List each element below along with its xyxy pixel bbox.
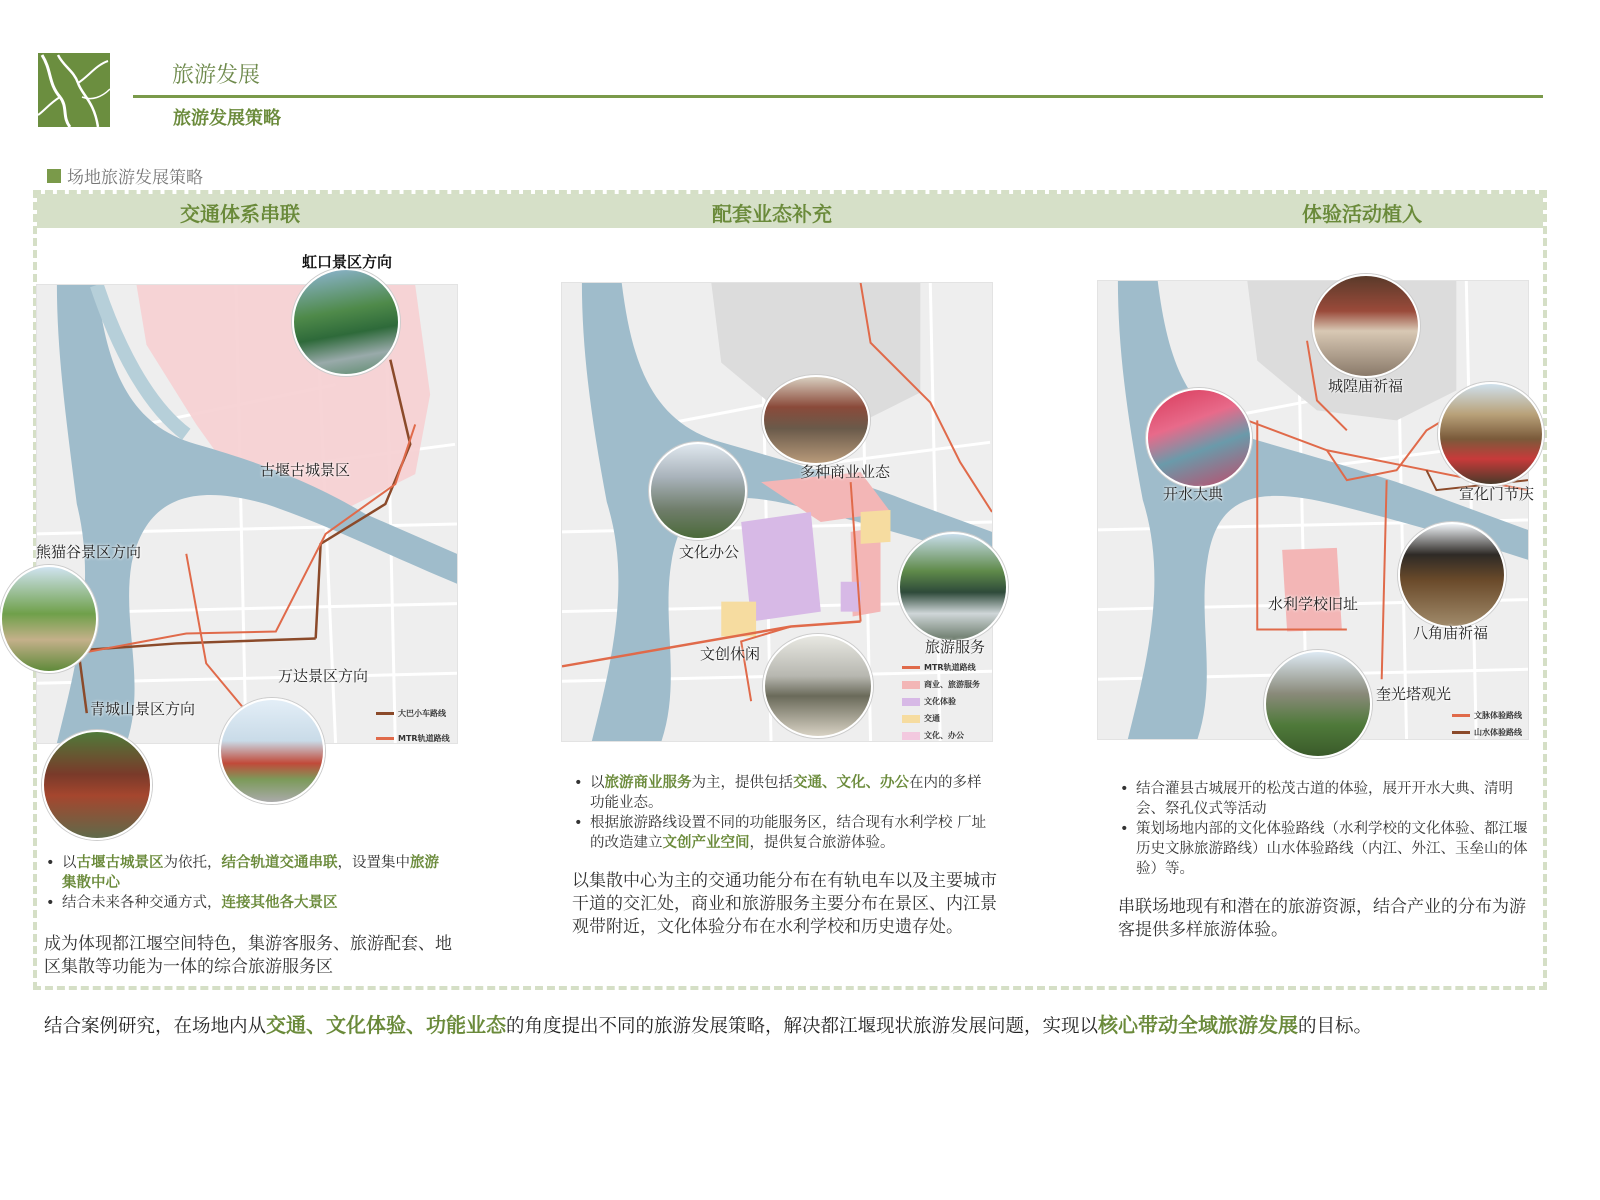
header-divider [133, 95, 1543, 98]
highlight-text: 结合轨道交通串联 [221, 855, 338, 871]
legend-label: 文脉体验路线 [1474, 711, 1522, 720]
highlight-text: 旅游商业服务 [604, 775, 692, 791]
legend-label: 交通 [924, 714, 940, 723]
legend-item [376, 708, 450, 719]
map-label-commerce: 多种商业业态 [800, 463, 891, 481]
experience-bullets [1118, 779, 1528, 879]
map-label-kuiguang: 奎光塔观光 [1376, 685, 1452, 703]
bullet-item [1118, 819, 1528, 879]
column-title-transport: 交通体系串联 [180, 202, 300, 226]
body-text: 结合案例研究，在场地内从 [44, 1016, 267, 1037]
hongkou-photo [292, 268, 400, 376]
highlight-text: 交通、文化体验、功能业态 [266, 1013, 507, 1037]
legend-label: 山水体验路线 [1474, 728, 1522, 737]
transport-map-legend [376, 708, 450, 744]
legend-box-swatch [902, 715, 920, 723]
highlight-text: 连接其他各大景区 [221, 895, 338, 911]
highlight-text: 交通、文化、办公 [793, 775, 909, 791]
logo-icon [38, 53, 110, 127]
legend-box-swatch [902, 698, 920, 706]
body-text: 结合未来各种交通方式， [62, 895, 222, 911]
map-label-hongkou: 虹口景区方向 [302, 253, 393, 271]
body-text: 策划场地内部的文化体验路线（水利学校的文化体验、都江堰历史文脉旅游路线）山水体验路线（内江、外江、玉垒山的体验）等。 [1136, 821, 1528, 877]
map-label-kaishui: 开水大典 [1163, 485, 1224, 503]
legend-label: 大巴小车路线 [398, 709, 446, 718]
kaishui-photo [1146, 388, 1252, 488]
xuanhua-photo [1438, 382, 1544, 486]
wanda-photo [219, 698, 325, 804]
square-bullet-icon [47, 169, 61, 183]
highlight-text: 旅游集散中心 [62, 855, 439, 891]
commerce-photo [762, 375, 870, 465]
legend-line-swatch [376, 737, 394, 740]
body-text: 的目标。 [1298, 1016, 1373, 1037]
body-text: 根据旅游路线设置不同的功能服务区，结合现有水利学校 厂址的改造建立 [590, 815, 987, 851]
legend-item [902, 730, 980, 741]
legend-item [376, 733, 450, 744]
bullet-item [572, 813, 992, 853]
legend-item [902, 696, 980, 707]
bajiao-photo [1398, 522, 1506, 628]
highlight-text: 古堰古城景区 [76, 855, 164, 871]
page-subtitle: 旅游发展策略 [173, 108, 281, 129]
chenghuang-photo [1312, 274, 1420, 378]
business-summary: 以集散中心为主的交通功能分布在有轨电车以及主要城市干道的交汇处，商业和旅游服务主要分布在景区、内江景观带附近，文化体验分布在水利学校和历史遗存处。 [572, 871, 997, 937]
body-text: 以 [590, 775, 605, 791]
legend-label: MTR轨道路线 [924, 663, 976, 672]
business-map-legend [902, 662, 980, 741]
map-label-office: 文化办公 [679, 543, 740, 561]
legend-box-swatch [902, 681, 920, 689]
bullet-item [44, 893, 444, 913]
map-label-service: 旅游服务 [925, 638, 986, 656]
map-label-qingcheng: 青城山景区方向 [90, 700, 196, 718]
legend-label: 文化、办公 [924, 731, 964, 740]
transport-summary: 成为体现都江堰空间特色，集游客服务、旅游配套、地区集散等功能为一体的综合旅游服务区 [44, 934, 452, 977]
bullet-item [1118, 779, 1528, 819]
column-title-business: 配套业态补充 [712, 202, 832, 226]
body-text: 结合灌县古城展开的松茂古道的体验，展开开水大典、清明会、祭孔仪式等活动 [1136, 781, 1513, 817]
office-photo [649, 442, 747, 540]
page-title: 旅游发展 [172, 63, 261, 88]
highlight-text: 核心带动全域旅游发展 [1098, 1013, 1299, 1037]
legend-item [902, 679, 980, 690]
map-label-old-town: 古堰古城景区 [260, 461, 351, 479]
kuiguang-photo [1264, 650, 1372, 758]
legend-item [1452, 727, 1522, 738]
leisure-photo [763, 634, 873, 738]
legend-item [902, 662, 980, 673]
panda-valley-photo [0, 565, 98, 673]
legend-item [902, 713, 980, 724]
map-label-xuanhua: 宣化门节庆 [1459, 485, 1535, 503]
highlight-text: 文创产业空间 [662, 835, 750, 851]
tour-service-photo [898, 532, 1008, 642]
map-label-school: 水利学校旧址 [1268, 595, 1359, 613]
map-label-bajiao: 八角庙祈福 [1413, 624, 1489, 642]
bullet-item [572, 773, 992, 813]
map-label-wanda: 万达景区方向 [278, 667, 369, 685]
transport-map [36, 284, 458, 744]
legend-label: MTR轨道路线 [398, 734, 450, 743]
business-bullets [572, 773, 992, 853]
section-label [47, 163, 203, 188]
legend-item [1452, 710, 1522, 721]
column-title-experience: 体验活动植入 [1302, 202, 1422, 226]
bullet-item [44, 853, 444, 893]
legend-label: 商业、旅游服务 [924, 680, 980, 689]
body-text: 为依托， [163, 855, 222, 871]
legend-box-swatch [902, 732, 920, 740]
map-label-leisure: 文创休闲 [700, 645, 761, 663]
legend-label: 文化体验 [924, 697, 956, 706]
experience-map-legend [1452, 710, 1522, 738]
legend-line-swatch [1452, 731, 1470, 734]
body-text: 的角度提出不同的旅游发展策略，解决都江堰现状旅游发展问题，实现以 [506, 1016, 1099, 1037]
map-label-chenghuang: 城隍庙祈福 [1328, 377, 1404, 395]
legend-line-swatch [902, 666, 920, 669]
body-text: 在内的多样功能业态。 [590, 775, 982, 811]
body-text: 以 [62, 855, 77, 871]
qingcheng-photo [42, 730, 152, 840]
map-label-panda: 熊猫谷景区方向 [36, 543, 142, 561]
body-text: ，设置集中 [337, 855, 410, 871]
section-label-text: 场地旅游发展策略 [67, 168, 203, 188]
footer-conclusion [44, 1012, 1544, 1040]
legend-line-swatch [376, 712, 394, 715]
transport-bullets [44, 853, 444, 913]
body-text: 为主，提供包括 [691, 775, 793, 791]
legend-line-swatch [1452, 714, 1470, 717]
body-text: ，提供复合旅游体验。 [749, 835, 895, 851]
experience-summary: 串联场地现有和潜在的旅游资源，结合产业的分布为游客提供多样旅游体验。 [1118, 897, 1526, 940]
